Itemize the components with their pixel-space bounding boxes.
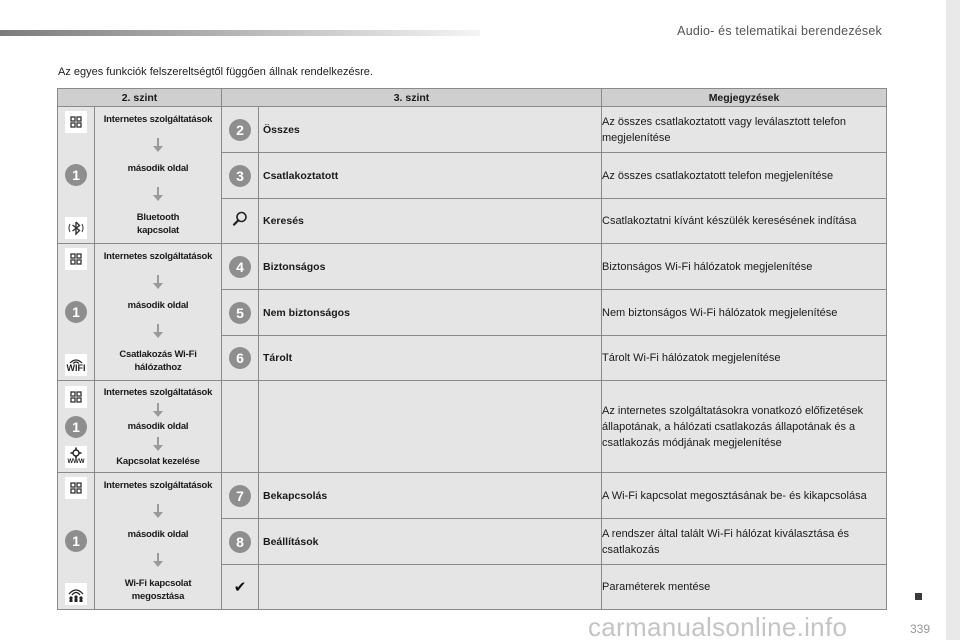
arrow-down-icon (157, 138, 159, 146)
number-8-icon: 8 (229, 531, 251, 553)
arrow-down-icon (157, 275, 159, 283)
bluetooth-icon (65, 217, 87, 239)
page-marker (915, 593, 922, 600)
level1-cell (58, 381, 95, 473)
level2-cell (95, 244, 222, 381)
level2-root: Internetes szolgáltatások (103, 114, 213, 125)
section-title: Audio- és telematikai berendezések (677, 24, 882, 38)
header-gradient-bar (0, 30, 480, 36)
checkmark-icon: ✔ (233, 578, 247, 596)
level1-number: 1 (65, 530, 87, 552)
level3-label: Nem biztonságos (263, 306, 350, 319)
grid-menu-icon (65, 248, 87, 270)
level3-icon-cell (222, 565, 259, 610)
header-level3: 3. szint (222, 89, 602, 107)
level3-label: Bekapcsolás (263, 489, 328, 502)
note-cell: Az összes csatlakoztatott vagy leválasztott telefon megjelenítése (602, 107, 887, 153)
arrow-down-icon (157, 437, 159, 445)
level3-icon-cell (222, 244, 259, 290)
wifi-share-icon (65, 583, 87, 605)
note-cell: Paraméterek mentése (602, 565, 887, 610)
level2-page: második oldal (127, 300, 189, 311)
number-7-icon: 7 (229, 485, 251, 507)
grid-menu-icon (65, 477, 87, 499)
wifi-icon (65, 354, 87, 376)
number-3-icon: 3 (229, 165, 251, 187)
level3-icon-cell (222, 199, 259, 244)
level2-page: második oldal (127, 163, 189, 174)
level3-label: Csatlakoztatott (263, 169, 339, 182)
level3-label: Tárolt (263, 352, 293, 364)
table-row (58, 473, 887, 519)
www-gear-icon (65, 446, 87, 468)
page-number: 339 (910, 622, 931, 636)
number-5-icon: 5 (229, 302, 251, 324)
number-4-icon: 4 (229, 256, 251, 278)
level1-number: 1 (65, 416, 87, 438)
level3-label: Keresés (263, 215, 304, 227)
level3-icon-cell (222, 336, 259, 381)
header-notes: Megjegyzések (602, 89, 887, 107)
level2-cell (95, 381, 222, 473)
number-2-icon: 2 (229, 119, 251, 141)
level2-target: Kapcsolat kezelése (116, 455, 200, 467)
level3-icon-cell (222, 290, 259, 336)
level3-label (259, 565, 602, 610)
www-icon-text: WWW (67, 459, 85, 465)
arrow-down-icon (157, 187, 159, 195)
level2-root: Internetes szolgáltatások (103, 480, 213, 491)
arrow-down-icon (157, 504, 159, 512)
arrow-down-icon (157, 403, 159, 411)
table-row (58, 107, 887, 153)
level3-label (259, 381, 602, 473)
level3-icon-cell (222, 381, 259, 473)
watermark: carmanualsonline.info (588, 612, 848, 642)
level2-cell (95, 473, 222, 610)
note-cell: A rendszer által talált Wi-Fi hálózat kiválasztása és csatlakozás (602, 519, 887, 565)
grid-menu-icon (65, 386, 87, 408)
note-cell: Nem biztonságos Wi-Fi hálózatok megjelenítése (602, 290, 887, 336)
level2-cell (95, 107, 222, 244)
level2-target: Csatlakozás Wi-Fi hálózathoz (119, 349, 197, 373)
grid-menu-icon (65, 111, 87, 133)
level2-root: Internetes szolgáltatások (103, 251, 213, 262)
level3-icon-cell (222, 153, 259, 199)
note-cell: Tárolt Wi-Fi hálózatok megjelenítése (602, 336, 887, 381)
level3-icon-cell (222, 107, 259, 153)
level1-cell (58, 107, 95, 244)
table-row (58, 381, 887, 473)
page-edge-strip (946, 0, 960, 640)
intro-text: Az egyes funkciók felszereltségtől függően állnak rendelkezésre. (58, 66, 373, 78)
wifi-icon-text: WIFI (66, 362, 86, 373)
level3-icon-cell (222, 519, 259, 565)
level1-number: 1 (65, 301, 87, 323)
level1-number: 1 (65, 164, 87, 186)
arrow-down-icon (157, 553, 159, 561)
table-row (58, 244, 887, 290)
level2-page: második oldal (127, 529, 189, 540)
header-level2: 2. szint (58, 89, 222, 107)
note-cell: Biztonságos Wi-Fi hálózatok megjelenítése (602, 244, 887, 290)
level3-label: Összes (263, 123, 300, 136)
level2-target: Bluetooth kapcsolat (136, 212, 180, 236)
level3-label: Biztonságos (263, 260, 326, 273)
level2-page: második oldal (127, 421, 189, 432)
table-header-row (58, 89, 887, 107)
note-cell: Az összes csatlakoztatott telefon megjelenítése (602, 153, 887, 199)
search-icon (231, 210, 249, 228)
note-cell: Az internetes szolgáltatásokra vonatkozó előfizetések állapotának, a hálózati csatlakozás állapotának és a csatlakozás módjának megjelenítése (602, 381, 887, 473)
level3-label: Beállítások (263, 535, 319, 548)
level2-root: Internetes szolgáltatások (103, 386, 213, 398)
settings-table (57, 88, 887, 610)
level2-target: Wi-Fi kapcsolat megosztása (124, 578, 192, 602)
note-cell: Csatlakoztatni kívánt készülék keresésének indítása (602, 199, 887, 244)
level3-icon-cell (222, 473, 259, 519)
level1-cell (58, 244, 95, 381)
level1-cell (58, 473, 95, 610)
note-cell: A Wi-Fi kapcsolat megosztásának be- és kikapcsolása (602, 473, 887, 519)
number-6-icon: 6 (229, 347, 251, 369)
arrow-down-icon (157, 324, 159, 332)
